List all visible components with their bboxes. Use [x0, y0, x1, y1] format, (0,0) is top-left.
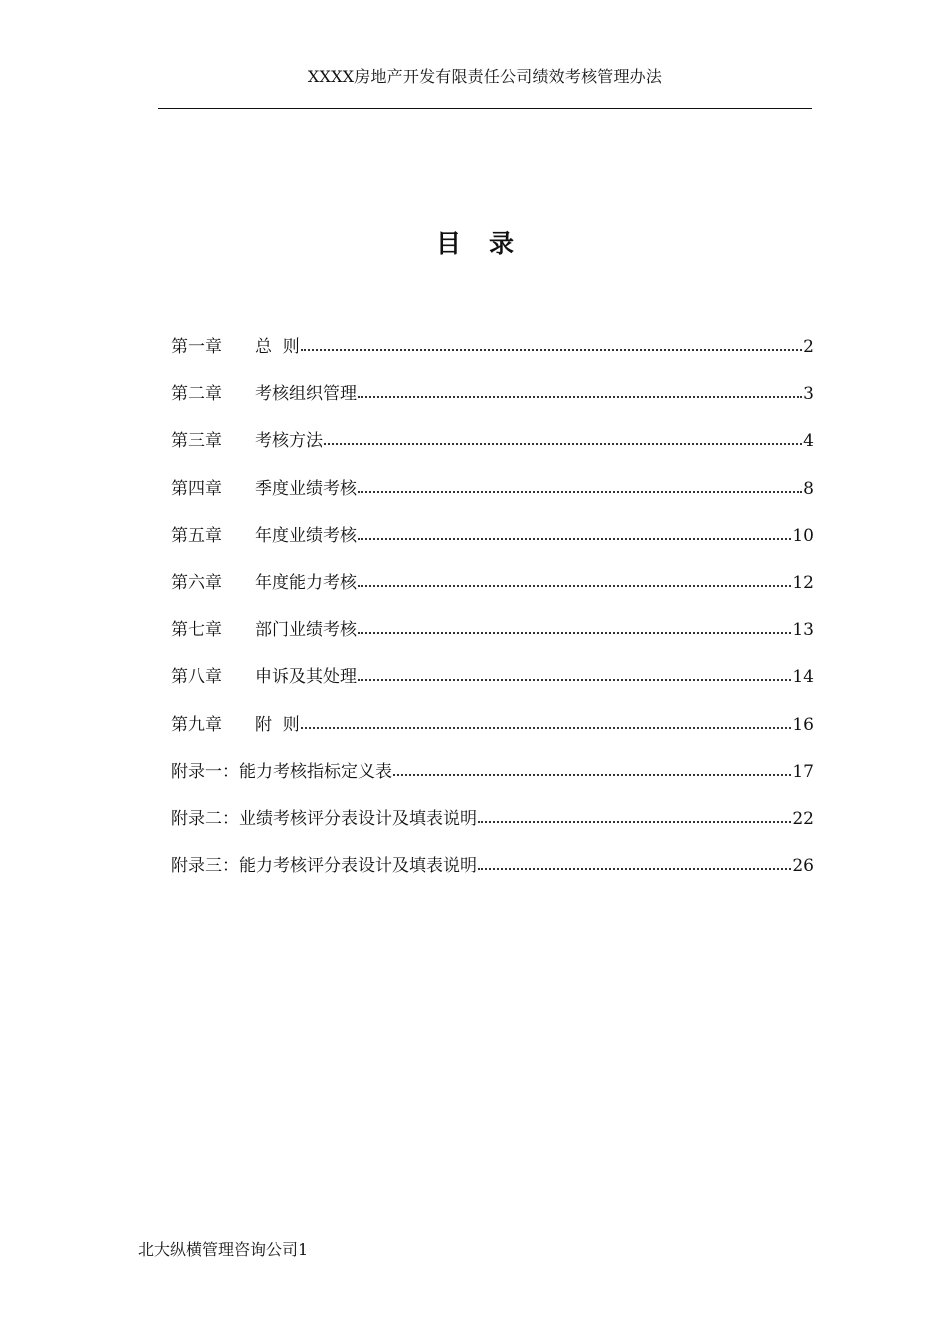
header-divider [158, 108, 812, 109]
toc-leader-dots [301, 329, 802, 351]
toc-chapter-number: 第五章 [171, 525, 222, 546]
toc-leader-dots [324, 423, 802, 445]
toc-entry[interactable] [171, 613, 814, 660]
toc-leader-dots [358, 612, 791, 634]
toc-leader-dots [358, 376, 802, 398]
toc-entry[interactable] [171, 755, 814, 802]
toc-leader-dots [358, 471, 802, 493]
toc-page-number: 10 [792, 525, 814, 546]
toc-page-number: 17 [792, 761, 814, 782]
toc-chapter-number: 第七章 [171, 620, 222, 641]
toc-entry-label: 附 则 [255, 714, 300, 735]
toc-entry[interactable] [171, 802, 814, 849]
toc-chapter-number: 第一章 [171, 337, 222, 357]
toc-entry[interactable] [171, 566, 814, 613]
toc-page-number: 26 [792, 856, 814, 877]
toc-entry-label: 年度业绩考核 [255, 525, 357, 546]
toc-leader-dots [358, 518, 791, 540]
toc-entry[interactable] [171, 472, 814, 519]
toc-leader-dots [393, 754, 791, 776]
toc-entry[interactable] [171, 377, 814, 424]
table-of-contents [171, 330, 814, 896]
toc-page-number: 12 [792, 572, 814, 593]
toc-page-number: 8 [803, 478, 814, 499]
page-header: XXXX房地产开发有限责任公司绩效考核管理办法 [307, 67, 663, 86]
toc-entry-label: 附录一：能力考核指标定义表 [171, 761, 392, 782]
toc-entry-label: 申诉及其处理 [255, 667, 357, 688]
toc-entry-label: 考核组织管理 [255, 384, 357, 405]
toc-leader-dots [358, 565, 791, 587]
toc-page-number: 14 [792, 667, 814, 688]
toc-leader-dots [478, 848, 791, 870]
toc-entry-label: 附录三：能力考核评分表设计及填表说明 [171, 856, 477, 877]
toc-chapter-number: 第四章 [171, 478, 222, 499]
toc-chapter-number: 第六章 [171, 572, 222, 593]
toc-chapter-number: 第二章 [171, 384, 222, 405]
toc-leader-dots [358, 659, 791, 681]
toc-leader-dots [301, 707, 792, 729]
toc-page-number: 13 [792, 620, 814, 641]
toc-entry-label: 考核方法 [255, 431, 323, 452]
toc-entry[interactable] [171, 849, 814, 896]
toc-page-number: 2 [803, 337, 814, 357]
toc-leader-dots [478, 801, 791, 823]
toc-page-number: 22 [792, 808, 814, 829]
toc-entry[interactable] [171, 519, 814, 566]
toc-entry[interactable] [171, 424, 814, 471]
toc-chapter-number: 第三章 [171, 431, 222, 452]
toc-chapter-number: 第九章 [171, 714, 222, 735]
toc-entry-label: 附录二：业绩考核评分表设计及填表说明 [171, 808, 477, 829]
toc-page-number: 4 [803, 431, 814, 452]
toc-page-number: 16 [792, 714, 814, 735]
toc-chapter-number: 第八章 [171, 667, 222, 688]
page-footer: 北大纵横管理咨询公司1 [138, 1240, 309, 1259]
toc-page-number: 3 [803, 384, 814, 405]
toc-title: 目录 [435, 229, 542, 258]
toc-entry-label: 总 则 [255, 337, 300, 357]
toc-entry-label: 年度能力考核 [255, 572, 357, 593]
toc-entry-label: 部门业绩考核 [255, 620, 357, 641]
toc-entry[interactable] [171, 330, 814, 377]
toc-entry-label: 季度业绩考核 [255, 478, 357, 499]
toc-entry[interactable] [171, 660, 814, 707]
toc-entry[interactable] [171, 708, 814, 755]
